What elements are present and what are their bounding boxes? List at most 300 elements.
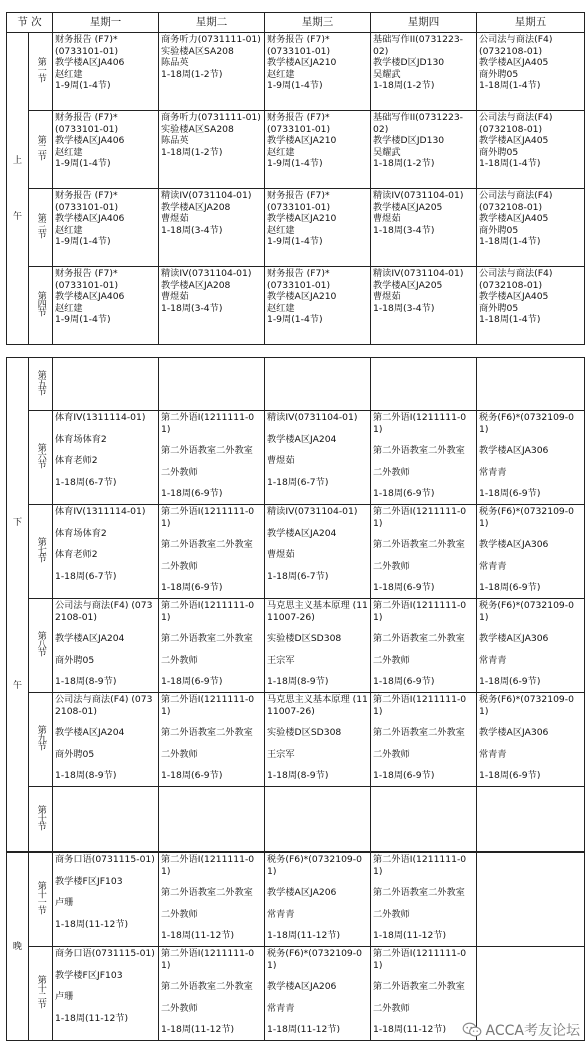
section-label-text: 第八节 — [35, 631, 47, 657]
course-cell — [371, 267, 477, 345]
course-name: 公司法与商法(F4) — [479, 268, 553, 279]
teacher: 商外聘05 — [479, 302, 519, 314]
weeks: 1-18周(6-7节) — [55, 570, 117, 582]
classroom: 教学楼A区JA205 — [373, 201, 443, 213]
course-cell — [159, 33, 265, 111]
period-row — [7, 505, 585, 599]
course-code: (0732108-01) — [479, 201, 543, 213]
weeks: 1-18周(6-7节) — [55, 476, 117, 488]
course-name: 基础写作II(0731223- — [373, 112, 463, 123]
classroom: 第二外语教室二外教室 — [373, 539, 465, 550]
classroom: 教学楼A区JA306 — [479, 539, 549, 550]
wechat-icon — [462, 1022, 482, 1038]
teacher: 曹煜茹 — [161, 213, 189, 224]
course-name: 第二外语I(1211111-01) — [161, 412, 255, 435]
teacher: 二外教师 — [373, 1002, 410, 1014]
classroom: 教学楼A区JA204 — [55, 633, 125, 644]
day-header-mon: 星期一 — [53, 13, 159, 33]
course-cell — [53, 189, 159, 267]
period-row — [7, 358, 585, 411]
course-cell — [265, 267, 371, 345]
course-name: 体育IV(1311114-01) — [55, 506, 146, 517]
course-cell — [159, 693, 265, 787]
teacher: 二外教师 — [373, 560, 410, 572]
classroom: 教学楼A区JA406 — [55, 291, 125, 302]
section-label-text: 第一节 — [35, 57, 47, 83]
course-code: (0733101-01) — [267, 201, 331, 213]
course-name: 公司法与商法(F4) — [479, 34, 553, 45]
course-code: (0732108-01) — [479, 45, 543, 57]
course-cell — [477, 693, 585, 787]
morning-schedule-table — [6, 12, 585, 345]
section-label — [29, 33, 53, 111]
half-day-char: 下 — [12, 517, 23, 528]
teacher: 王宗军 — [267, 748, 295, 760]
weeks: 1-18周(3-4节) — [161, 302, 223, 314]
half-day-label — [7, 33, 29, 345]
teacher: 赵红建 — [55, 224, 83, 236]
weeks: 1-9周(1-4节) — [55, 80, 111, 91]
empty-cell — [371, 787, 477, 852]
course-name: 第二外语I(1211111-01) — [161, 506, 255, 529]
course-name: 第二外语I(1211111-01) — [161, 854, 255, 877]
course-name: 税务(F6)*(0732109-01) — [479, 694, 574, 717]
course-cell — [159, 505, 265, 599]
course-name: 财务报告 (F7)* — [267, 112, 330, 123]
teacher: 曹煜茹 — [373, 213, 401, 224]
course-cell — [265, 505, 371, 599]
course-name: 公司法与商法(F4) (0732108-01) — [55, 694, 153, 717]
course-cell — [265, 599, 371, 693]
course-name: 第二外语I(1211111-01) — [161, 948, 255, 971]
course-cell — [159, 853, 265, 947]
weeks: 1-18周(8-9节) — [55, 770, 117, 781]
teacher: 曹煜茹 — [373, 291, 401, 302]
section-label-text: 第九节 — [35, 725, 47, 751]
course-name: 第二外语I(1211111-01) — [161, 600, 255, 623]
weeks: 1-18周(11-12节) — [267, 930, 341, 941]
weeks: 1-18周(8-9节) — [267, 770, 329, 781]
course-cell — [265, 693, 371, 787]
course-cell — [477, 411, 585, 505]
classroom: 教学楼A区JA210 — [267, 291, 337, 302]
course-cell — [477, 33, 585, 111]
teacher: 常青青 — [267, 1002, 295, 1014]
course-cell — [371, 411, 477, 505]
course-name: 财务报告 (F7)* — [55, 268, 118, 279]
course-cell — [265, 189, 371, 267]
course-cell — [371, 505, 477, 599]
weeks: 1-18周(6-9节) — [373, 582, 435, 593]
weeks: 1-18周(1-2节) — [161, 68, 223, 80]
weeks: 1-18周(1-4节) — [479, 158, 541, 169]
weeks: 1-18周(6-9节) — [373, 488, 435, 499]
teacher: 赵红建 — [55, 146, 83, 158]
teacher: 曹煜茹 — [267, 455, 295, 466]
weeks: 1-18周(6-7节) — [267, 476, 329, 488]
course-name: 公司法与商法(F4) (0732108-01) — [55, 600, 153, 623]
teacher: 二外教师 — [373, 748, 410, 760]
section-label-text: 第十节 — [35, 804, 47, 830]
teacher: 二外教师 — [161, 748, 198, 760]
classroom: 教学楼A区JA204 — [267, 433, 337, 445]
classroom: 实验楼D区SD308 — [267, 633, 342, 644]
section-label-text: 第四节 — [35, 291, 47, 317]
watermark-text: ACCA考友论坛 — [485, 1023, 580, 1039]
section-label — [29, 189, 53, 267]
day-header-wed: 星期三 — [265, 13, 371, 33]
course-name: 马克思主义基本原理 (1111007-26) — [267, 694, 368, 717]
course-cell — [53, 505, 159, 599]
weeks: 1-9周(1-4节) — [55, 314, 111, 325]
course-name: 税务(F6)*(0732109-01) — [479, 412, 574, 435]
teacher: 体育老师2 — [55, 455, 98, 466]
course-cell — [159, 411, 265, 505]
weeks: 1-9周(1-4节) — [267, 314, 323, 325]
afternoon-schedule-table — [6, 357, 585, 852]
classroom: 教学楼A区JA405 — [479, 135, 549, 146]
course-code: (0733101-01) — [267, 279, 331, 291]
classroom: 教学楼A区JA306 — [479, 445, 549, 456]
course-cell — [159, 947, 265, 1041]
weeks: 1-18周(6-9节) — [161, 488, 223, 499]
classroom: 教学楼A区JA208 — [161, 201, 231, 213]
weeks: 1-18周(1-2节) — [373, 158, 435, 169]
weeks: 1-18周(6-9节) — [161, 582, 223, 593]
classroom: 第二外语教室二外教室 — [373, 981, 465, 992]
course-name: 精读IV(0731104-01) — [161, 268, 252, 279]
weeks: 1-18周(6-9节) — [479, 676, 541, 687]
course-name: 体育IV(1311114-01) — [55, 412, 146, 423]
weeks: 1-18周(11-12节) — [373, 1024, 447, 1035]
weeks: 1-9周(1-4节) — [267, 80, 323, 91]
teacher: 二外教师 — [161, 908, 198, 920]
weeks: 1-18周(6-7节) — [267, 570, 329, 582]
period-row — [7, 189, 585, 267]
course-name: 财务报告 (F7)* — [267, 268, 330, 279]
header-row — [7, 13, 585, 33]
classroom: 教学楼A区JA406 — [55, 213, 125, 224]
teacher: 常青青 — [479, 654, 507, 666]
course-cell — [265, 33, 371, 111]
weeks: 1-18周(3-4节) — [373, 302, 435, 314]
classroom: 第二外语教室二外教室 — [373, 727, 465, 738]
course-name: 公司法与商法(F4) — [479, 112, 553, 123]
teacher: 赵红建 — [267, 302, 295, 314]
teacher: 赵红建 — [55, 302, 83, 314]
course-cell — [477, 267, 585, 345]
classroom: 实验楼A区SA208 — [161, 123, 234, 135]
course-name: 财务报告 (F7)* — [55, 112, 118, 123]
teacher: 二外教师 — [373, 654, 410, 666]
weeks: 1-18周(6-9节) — [373, 770, 435, 781]
teacher: 常青青 — [479, 560, 507, 572]
course-name: 精读IV(0731104-01) — [373, 190, 464, 201]
classroom: 教学楼D区JD130 — [373, 135, 445, 146]
classroom: 教学楼A区JA204 — [55, 727, 125, 738]
classroom: 教学楼A区JA306 — [479, 633, 549, 644]
weeks: 1-18周(3-4节) — [373, 224, 435, 236]
course-name: 第二外语I(1211111-01) — [373, 412, 467, 435]
day-header-tue: 星期二 — [159, 13, 265, 33]
weeks: 1-18周(1-4节) — [479, 236, 541, 247]
period-row — [7, 33, 585, 111]
course-name: 财务报告 (F7)* — [55, 190, 118, 201]
half-day-char: 午 — [12, 680, 23, 691]
course-name: 商务口语(0731115-01) — [55, 948, 155, 959]
section-label — [29, 947, 53, 1041]
teacher: 曹煜茹 — [267, 549, 295, 560]
empty-cell — [159, 787, 265, 852]
half-day-char: 上 — [12, 154, 23, 166]
classroom: 教学楼F区JF103 — [55, 969, 123, 981]
evening-schedule-table — [6, 852, 585, 1041]
period-row — [7, 853, 585, 947]
section-label — [29, 693, 53, 787]
classroom: 教学楼A区JA204 — [267, 527, 337, 539]
course-name: 财务报告 (F7)* — [55, 34, 118, 45]
course-name: 公司法与商法(F4) — [479, 190, 553, 201]
teacher: 吴耀武 — [373, 68, 401, 80]
course-cell — [477, 505, 585, 599]
course-code: (0733101-01) — [55, 45, 119, 57]
course-name: 精读IV(0731104-01) — [267, 506, 358, 517]
classroom: 第二外语教室二外教室 — [373, 633, 465, 644]
teacher: 曹煜茹 — [161, 291, 189, 302]
course-cell — [53, 411, 159, 505]
teacher: 赵红建 — [55, 68, 83, 80]
classroom: 第二外语教室二外教室 — [161, 633, 253, 644]
classroom: 第二外语教室二外教室 — [161, 981, 253, 992]
teacher: 商外聘05 — [479, 68, 519, 80]
course-name: 精读IV(0731104-01) — [373, 268, 464, 279]
section-label — [29, 853, 53, 947]
classroom: 教学楼A区JA405 — [479, 57, 549, 68]
classroom: 第二外语教室二外教室 — [161, 887, 253, 898]
course-name: 财务报告 (F7)* — [267, 190, 330, 201]
course-name: 商务听力(0731111-01) — [161, 34, 261, 45]
teacher: 赵红建 — [267, 224, 295, 236]
section-label-text: 第三节 — [35, 213, 47, 239]
classroom: 第二外语教室二外教室 — [161, 727, 253, 738]
teacher: 二外教师 — [161, 1002, 198, 1014]
course-cell — [53, 947, 159, 1041]
watermark — [462, 1020, 580, 1040]
teacher: 二外教师 — [161, 466, 198, 478]
course-code: (0733101-01) — [55, 123, 119, 135]
empty-cell — [477, 787, 585, 852]
course-name: 精读IV(0731104-01) — [267, 412, 358, 423]
course-code: 02) — [373, 123, 389, 135]
course-name: 马克思主义基本原理 (1111007-26) — [267, 600, 368, 623]
classroom: 教学楼A区JA206 — [267, 981, 337, 992]
course-cell — [159, 599, 265, 693]
teacher: 陈品英 — [161, 135, 189, 146]
empty-cell — [371, 358, 477, 411]
weeks: 1-18周(3-4节) — [161, 224, 223, 236]
teacher: 卢珊 — [55, 991, 74, 1002]
course-cell — [477, 111, 585, 189]
course-cell — [53, 33, 159, 111]
course-cell — [371, 693, 477, 787]
period-row — [7, 787, 585, 852]
course-cell — [159, 267, 265, 345]
classroom: 教学楼D区JD130 — [373, 57, 445, 68]
classroom: 教学楼A区JA210 — [267, 213, 337, 224]
weeks: 1-9周(1-4节) — [267, 236, 323, 247]
teacher: 常青青 — [267, 908, 295, 920]
teacher: 商外聘05 — [55, 654, 95, 666]
course-cell — [265, 411, 371, 505]
course-name: 税务(F6)*(0732109-01) — [479, 600, 574, 623]
teacher: 二外教师 — [373, 466, 410, 478]
classroom: 体育场体育2 — [55, 433, 107, 445]
course-name: 第二外语I(1211111-01) — [373, 506, 467, 529]
weeks: 1-18周(6-9节) — [161, 676, 223, 687]
course-cell — [53, 693, 159, 787]
teacher: 赵红建 — [267, 146, 295, 158]
section-label-text: 第五节 — [35, 369, 47, 395]
course-name: 第二外语I(1211111-01) — [373, 948, 467, 971]
teacher: 常青青 — [479, 748, 507, 760]
half-day-char: 晚 — [12, 940, 23, 952]
classroom: 教学楼A区JA205 — [373, 279, 443, 291]
course-name: 第二外语I(1211111-01) — [373, 694, 467, 717]
course-cell — [265, 947, 371, 1041]
classroom: 第二外语教室二外教室 — [161, 445, 253, 456]
classroom: 教学楼A区JA405 — [479, 291, 549, 302]
course-cell — [53, 111, 159, 189]
teacher: 商外聘05 — [479, 224, 519, 236]
section-label — [29, 599, 53, 693]
classroom: 教学楼A区JA208 — [161, 279, 231, 291]
classroom: 体育场体育2 — [55, 527, 107, 539]
weeks: 1-18周(11-12节) — [55, 1012, 129, 1024]
classroom: 教学楼A区JA405 — [479, 213, 549, 224]
weeks: 1-18周(1-4节) — [479, 80, 541, 91]
course-cell — [371, 33, 477, 111]
course-name: 税务(F6)*(0732109-01) — [267, 854, 362, 877]
course-cell — [53, 853, 159, 947]
teacher: 二外教师 — [373, 908, 410, 920]
weeks: 1-18周(1-2节) — [373, 80, 435, 91]
empty-cell — [477, 358, 585, 411]
course-name: 商务口语(0731115-01) — [55, 854, 155, 865]
weeks: 1-18周(6-9节) — [161, 770, 223, 781]
empty-cell — [53, 787, 159, 852]
section-label — [29, 111, 53, 189]
weeks: 1-18周(11-12节) — [161, 930, 235, 941]
day-header-fri: 星期五 — [477, 13, 585, 33]
empty-cell — [159, 358, 265, 411]
classroom: 实验楼A区SA208 — [161, 45, 234, 57]
course-name: 财务报告 (F7)* — [267, 34, 330, 45]
section-label-text: 第六节 — [35, 443, 47, 469]
weeks: 1-9周(1-4节) — [267, 158, 323, 169]
classroom: 第二外语教室二外教室 — [373, 887, 465, 898]
weeks: 1-18周(11-12节) — [161, 1024, 235, 1035]
half-day-label — [7, 853, 29, 1041]
empty-cell — [265, 358, 371, 411]
course-name: 基础写作II(0731223- — [373, 34, 463, 45]
course-cell — [265, 853, 371, 947]
course-name: 精读IV(0731104-01) — [161, 190, 252, 201]
teacher: 二外教师 — [161, 560, 198, 572]
teacher: 陈品英 — [161, 57, 189, 68]
weeks: 1-18周(11-12节) — [373, 930, 447, 941]
course-cell — [371, 599, 477, 693]
section-label-text: 第七节 — [35, 537, 47, 563]
classroom: 教学楼A区JA406 — [55, 57, 125, 68]
teacher: 二外教师 — [161, 654, 198, 666]
period-row — [7, 111, 585, 189]
teacher: 体育老师2 — [55, 549, 98, 560]
course-cell — [53, 267, 159, 345]
course-cell — [159, 189, 265, 267]
classroom: 教学楼A区JA406 — [55, 135, 125, 146]
weeks: 1-18周(11-12节) — [267, 1024, 341, 1035]
course-cell — [53, 599, 159, 693]
empty-cell — [53, 358, 159, 411]
section-label — [29, 505, 53, 599]
course-name: 税务(F6)*(0732109-01) — [267, 948, 362, 971]
classroom: 第二外语教室二外教室 — [161, 539, 253, 550]
period-row — [7, 267, 585, 345]
course-name: 第二外语I(1211111-01) — [373, 600, 467, 623]
teacher: 商外聘05 — [479, 146, 519, 158]
section-label-text: 第十二节 — [35, 975, 47, 1009]
teacher: 王宗军 — [267, 654, 295, 666]
course-code: (0733101-01) — [267, 123, 331, 135]
course-code: (0733101-01) — [55, 279, 119, 291]
course-cell — [477, 189, 585, 267]
classroom: 教学楼A区JA206 — [267, 887, 337, 898]
period-row — [7, 693, 585, 787]
weeks: 1-18周(8-9节) — [267, 676, 329, 687]
classroom: 教学楼A区JA306 — [479, 727, 549, 738]
course-name: 第二外语I(1211111-01) — [161, 694, 255, 717]
teacher: 常青青 — [479, 466, 507, 478]
section-label — [29, 411, 53, 505]
course-name: 第二外语I(1211111-01) — [373, 854, 467, 877]
course-cell — [477, 599, 585, 693]
course-code: (0733101-01) — [267, 45, 331, 57]
course-code: (0733101-01) — [55, 201, 119, 213]
course-name: 税务(F6)*(0732109-01) — [479, 506, 574, 529]
course-cell — [371, 111, 477, 189]
section-label — [29, 267, 53, 345]
empty-cell — [265, 787, 371, 852]
weeks: 1-18周(6-9节) — [479, 770, 541, 781]
course-cell — [159, 111, 265, 189]
weeks: 1-18周(1-4节) — [479, 314, 541, 325]
teacher: 赵红建 — [267, 68, 295, 80]
course-code: 02) — [373, 45, 389, 57]
course-cell — [265, 111, 371, 189]
section-label — [29, 358, 53, 411]
weeks: 1-18周(6-9节) — [479, 488, 541, 499]
classroom: 教学楼A区JA210 — [267, 57, 337, 68]
classroom: 教学楼A区JA210 — [267, 135, 337, 146]
weeks: 1-9周(1-4节) — [55, 236, 111, 247]
course-code: (0732108-01) — [479, 123, 543, 135]
course-code: (0732108-01) — [479, 279, 543, 291]
weeks: 1-18周(1-2节) — [161, 146, 223, 158]
weeks: 1-18周(6-9节) — [479, 582, 541, 593]
classroom: 教学楼F区JF103 — [55, 875, 123, 887]
weeks: 1-18周(8-9节) — [55, 676, 117, 687]
course-name: 商务听力(0731111-01) — [161, 112, 261, 123]
